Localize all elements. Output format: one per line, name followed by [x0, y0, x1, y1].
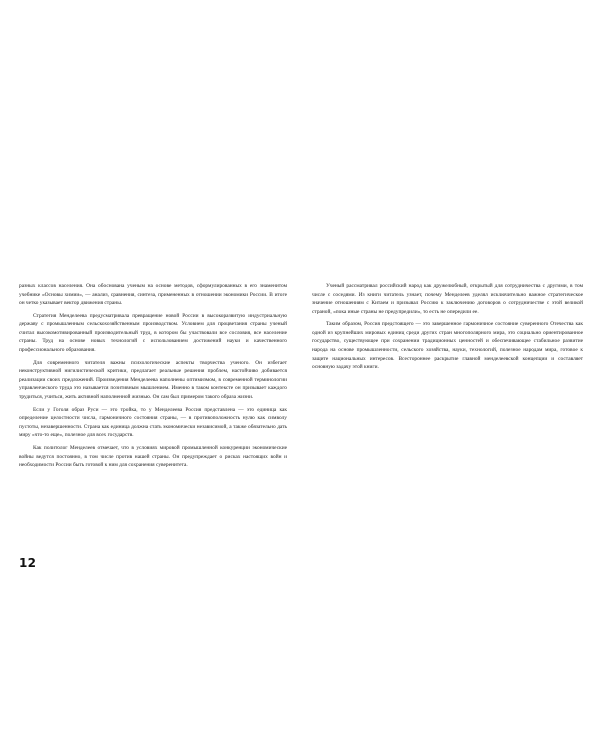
- paragraph: Для современного читателя важны психологические аспекты творчества ученого. Он избегает неконструктивной нигилистической критики, предлагает реальные решения проблем, настойчиво добивается реализации своих предложений. Произведения Менделеева наполнены оптимизмом, в современной терминологии управленческого труда это называется позитивным мышлением. Именно в таком контексте он призывает каждого трудиться, учиться, жить активной наполненной жизнью. Он сам был примером такого образа жизни.: [19, 359, 287, 400]
- paragraph: Таким образом, Россия предстоящего — это завершенное гармоничное состояние суверенного Отечества как одной из крупнейших мировых единиц среди других стран многополярного мира, это социально ориентированное государство, существующее при сохранении традиционных ценностей и обеспечивающее стабильное развитие народа на основе промышленности, сельского хозяйства, науки, технологий, полезное народам мира, готовое к защите национальных интересов. Всестороннее раскрытие главной менделеевской концепции и составляет основную задачу этой книги.: [312, 321, 583, 371]
- right-text-column: [312, 282, 583, 452]
- paragraph: разных классов населения. Она обоснована ученым на основе методов, сформулированных в его знаменитом учебнике «Основы химии», — анализ, сравнения, синтеза, примененных в отношении экономики России. В итоге он четко указывает вектор движения страны.: [19, 283, 287, 307]
- paragraph: Как политолог Менделеев отмечает, что в условиях мировой промышленной конкуренции экономические войны ведутся постоянно, в том числе против нашей страны. Он предупреждает о рисках настоящих войн и необходимости России быть готовой к ним для сохранения суверенитета.: [19, 445, 287, 469]
- left-text-column: [19, 282, 287, 544]
- page-number: 12: [19, 556, 37, 570]
- paragraph: Стратегия Менделеева предусматривала превращение новой России в высокоразвитую индустриальную державу с промышленным сельскохозяйственным производством. Условием для процветания страны ученый считал высокомотивированный производительный труд, в котором бы участвовали все сословия, все население страны. Труд на основе новых технологий с использованием достижений науки и качественного профессионального образования.: [19, 312, 287, 354]
- paragraph: Ученый рассматривал российский народ как дружелюбный, открытый для сотрудничества с другими, в том числе с соседями. Из книги читатель узнает, почему Менделеев уделял исключительно важное стратегическое значение отношениям с Китаем и призывал Россию к заключению договоров о сотрудничестве с этой великой страной, «пока иные страны не предупредили», то есть не опередили ее.: [312, 283, 583, 315]
- paragraph: Если у Гоголя образ Руси — это тройка, то у Менделеева Россия представлена — это единица как определение целостности числа, гармоничного состояния страны, — в противоположность нулю как символу пустоты, незавершенности. Страна как единица должна стать экономически независимой, а также обязательно дать миру «что-то еще», полезное для всех государств.: [19, 406, 287, 439]
